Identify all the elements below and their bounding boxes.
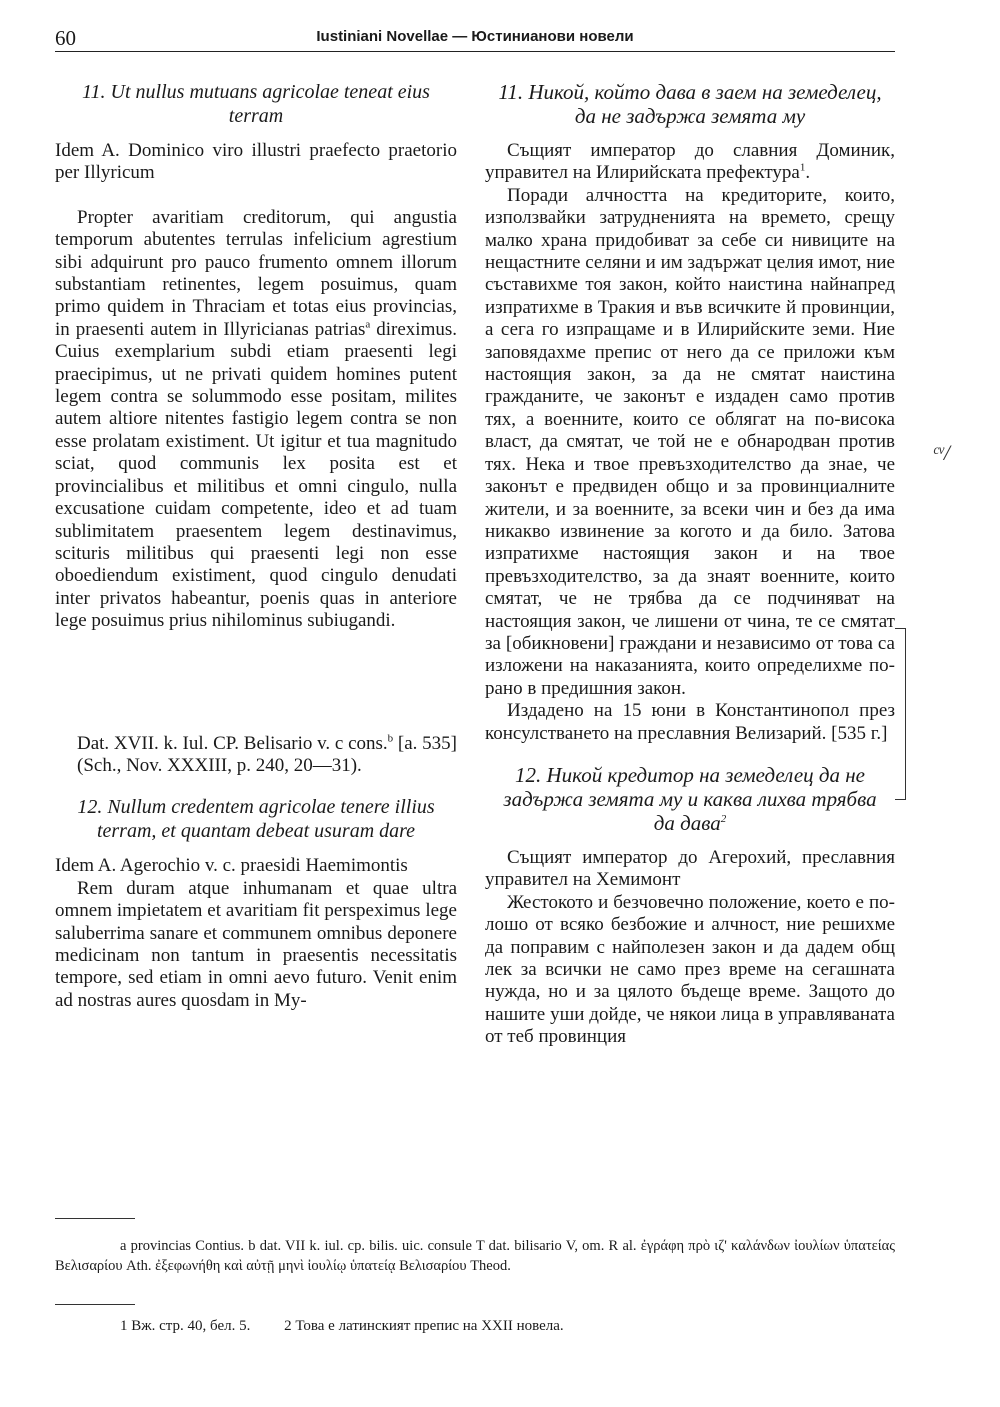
latin-date-11: Dat. XVII. k. Iul. CP. Belisario v. c cons.$^b$ [a. 535] — [77, 732, 457, 754]
latin-body-11: Propter avaritiam creditorum, qui angustia temporum abutentes terrulas infelicium agrestium sibi adquirunt pro pauco frumento omnem illorum substantiam retinentes, legem posuimus, quam primo quidem in Thraciam et totas eius provincias, in praesenti autem in Illyricianas patrias$^a$ direximus. Cuius exemplarium subdi etiam praesenti legi praecipimus, ut ne privati quidem homines putent legem contra se solummodo esse positam, milites autem altiore nitentes fastigio legem contra se non esse prolatam existiment. Ut igitur et tua magnitudo sciat, quod communis lex posita est et provincialibus et militibus et omni cingulo, nulla excusatione cuidam competente, ideo et ad tuam sublimitatem praesentem legem destinavimus, scituris militibus qui praesenti legi non esse oboediendum existiment, quod cingulo denudati inter privatos habeantur, poenis quas in anteriore lege posuimus prius nihilominus subiugandi. — [55, 206, 458, 632]
latin-body-12: Rem duram atque inhumanam et quae ultra omnem impietatem et avaritiam fit perspeximus lege saluberrima sanare et communem omnibus deponere medicinam non tantum in praesentis necessitatis tempore, sed etiam in omni aevo futuro. Venit enim ad nostras aures quosdam in My- — [55, 877, 457, 1011]
footnote-rule — [55, 1218, 135, 1219]
footnote-ref-a: a — [365, 318, 371, 331]
latin-heading-11: 11. Ut nullus mutuans agricolae teneat eius terram — [82, 81, 430, 127]
page-number: 60 — [55, 26, 76, 50]
bg-body-12: Жестокото и безчовечно положение, което е по-лошо от всяко безбожие и алчност, ние решихме да поправим с найполезен закон и да дадем общ лек за всички не само през време на сегашната нужда, но и за цялото бъдеще време. Защото до нашите уши дойде, че някои лица в управляваната от теб провинция — [485, 891, 895, 1048]
margin-bracket — [895, 628, 906, 800]
bg-heading-11: 11. Никой, който дава в заем на земеделец, да не задържа земята му — [498, 80, 882, 128]
footnote-2: 2 Това е латинският препис на XXII новела. — [284, 1318, 564, 1334]
footnote-rule-2 — [55, 1304, 135, 1305]
bulgarian-column — [485, 80, 895, 1049]
latin-column — [55, 80, 457, 1012]
footnote-b: b dat. VII k. iul. cp. bilis. uic. consule T dat. bilisario V, om. R al. ἐγράφη πρὸ ιζ' καλάνδων ἰουλίων ὑπατείας Βελισαρίου Ath. ἐξεφωνήθη καὶ αὐτῇ μηνὶ ἰουλίῳ ὑπατείᾳ Βελισαρίου Theod. — [55, 1238, 896, 1274]
bg-heading-12: 12. Никой кредитор на земеделец да не задържа земята му и каква лихва трябва да дава$^2$ — [503, 762, 877, 835]
bg-body-11: Поради алчността на кредиторите, които, използвайки затрудненията на времето, срещу малко храна придобиват за себе си нивиците на нещастните селяни и им задържат целия имот, ние съставихме тоя закон, който наистина найнапред изпратихме в Тракия и във всичките й провинции, а сега го изпращаме и в Илирийските земи. Ние заповядахме препис от него да се приложи към настоящия закон, за да не смятат наистина гражданите, че законът е издаден само против тях, а военните, които се облягат на по-висока власт, да смятат, че той не е обнародван против тях. Нека и твое превъзходителство да знае, че законът е предвиден общо и за провинциалните жители, и за военните, за всеки чин и без да има никакво извинение за когото и да било. Затова изпратихме настоящия закон и на твое превъзходителство, за да знаят военните, които смятат, че не трябва да се подчиняват на настоящия закон, че лишени от чина, те се смятат за [обикновени] граждани и независимо от това са изложени на наказанията, които определихме по-рано в предишния закон. — [485, 184, 895, 699]
bg-address-11: Същият император до славния Доминик, управител на Илирийската префектура$^1$. — [485, 140, 895, 184]
bg-address-12: Същият император до Агерохий, преславния управител на Хемимонт — [485, 846, 895, 891]
running-header — [55, 20, 895, 50]
running-title: Iustiniani Novellae — Юстинианови новели — [316, 28, 634, 45]
latin-reference-11: (Sch., Nov. XXXIII, p. 240, 20—31). — [77, 754, 362, 776]
header-rule — [55, 51, 895, 52]
bulgarian-footnotes — [120, 1318, 594, 1335]
footnote-ref-b: b — [387, 732, 394, 745]
footnote-1: 1 Вж. стр. 40, бел. 5. — [120, 1318, 251, 1334]
latin-apparatus-footnotes — [55, 1236, 895, 1276]
latin-address-12: Idem A. Agerochio v. c. praesidi Haemimontis — [55, 855, 408, 877]
footnote-ref-2: 2 — [720, 812, 727, 825]
latin-heading-12: 12. Nullum credentem agricolae tenere illius terram, et quantam debeat usuram dare — [77, 796, 435, 843]
latin-address-11: Idem A. Dominico viro illustri praefecto praetorio per Illyricum — [55, 140, 457, 184]
footnote-ref-1: 1 — [799, 162, 806, 175]
bg-date-11: Издадено на 15 юни в Константинопол през консулстването на преславния Велизарий. [535 г.] — [485, 700, 895, 744]
footnote-a: a provincias Contius. — [120, 1238, 245, 1254]
handwritten-margin-mark: ᶜᵛ/ — [932, 440, 951, 465]
